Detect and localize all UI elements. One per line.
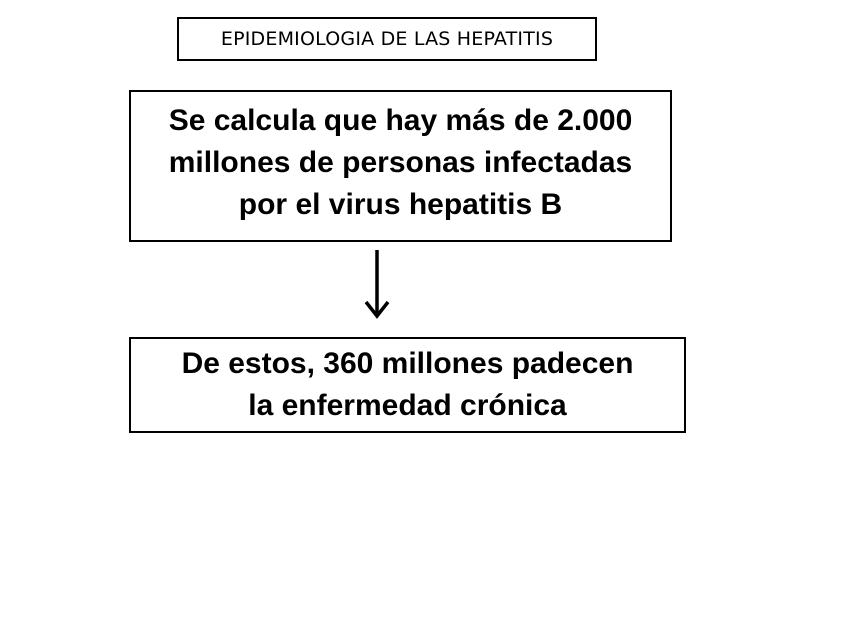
chronic-disease-text: De estos, 360 millones padecen la enfermedad crónica <box>181 347 634 422</box>
slide-title-text: EPIDEMIOLOGIA DE LAS HEPATITIS <box>220 28 554 50</box>
infected-population-text: Se calcula que hay más de 2.000 millones de personas infectadas por el virus hepatitis B <box>168 104 633 221</box>
arrow-down-icon <box>362 250 392 320</box>
slide-title <box>177 17 597 61</box>
infected-population-box <box>129 90 672 242</box>
chronic-disease-box <box>129 337 686 433</box>
